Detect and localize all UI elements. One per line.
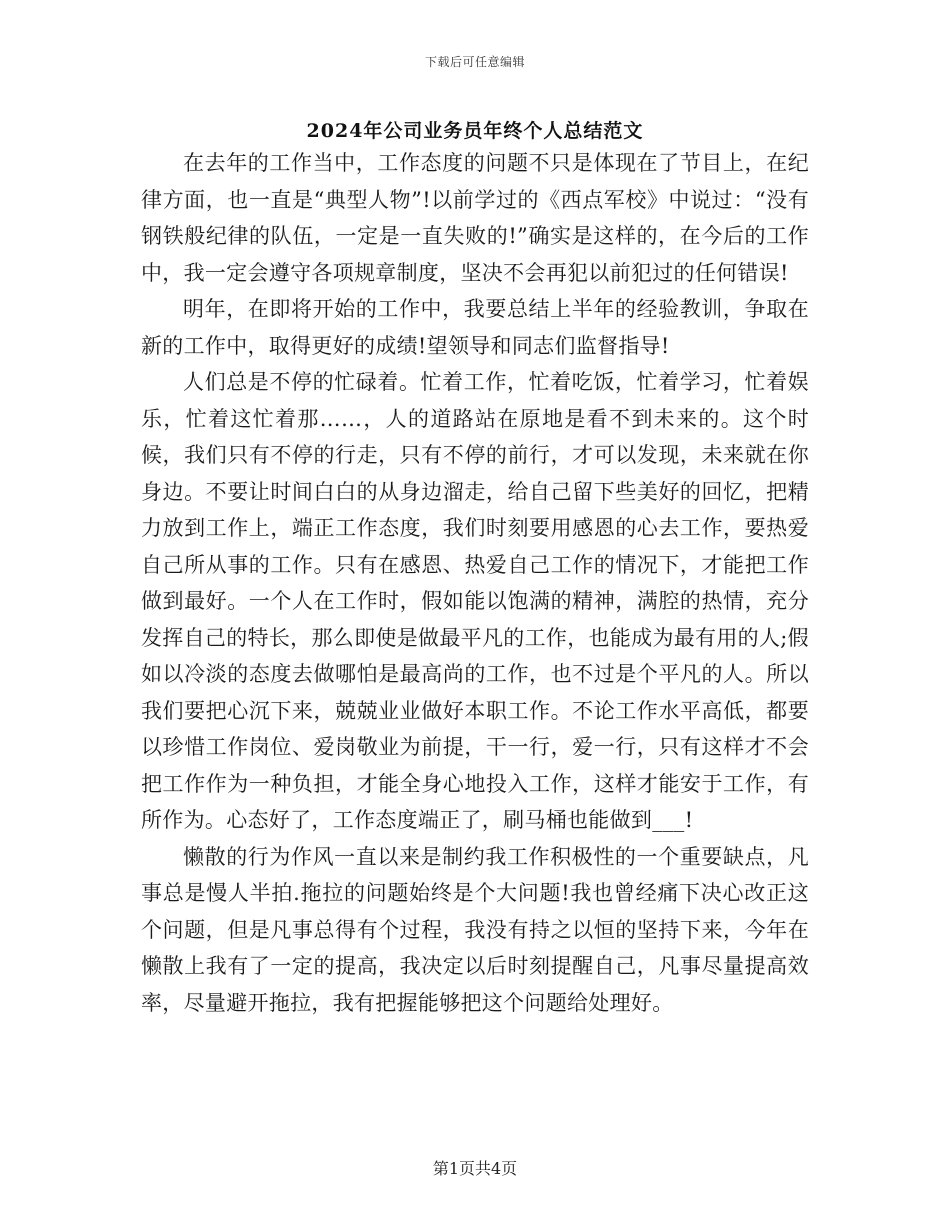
paragraph-3: 人们总是不停的忙碌着。忙着工作，忙着吃饭，忙着学习，忙着娱乐，忙着这忙着那……，人的道路站在原地是看不到未来的。这个时候，我们只有不停的行走，只有不停的前行，才可以发现，未来就在你身边。不要让时间白白的从身边溜走，给自己留下些美好的回忆，把精力放到工作上，端正工作态度，我们时刻要用感恩的心去工作，要热爱自己所从事的工作。只有在感恩、热爱自己工作的情况下，才能把工作做到最好。一个人在工作时，假如能以饱满的精神，满腔的热情，充分发挥自己的特长，那么即使是做最平凡的工作，也能成为最有用的人;假如以冷淡的态度去做哪怕是最高尚的工作，也不过是个平凡的人。所以我们要把心沉下来，兢兢业业做好本职工作。不论工作水平高低，都要以珍惜工作岗位、爱岗敬业为前提，干一行，爱一行，只有这样才不会把工作作为一种负担，才能全身心地投入工作，这样才能安于工作，有所作为。心态好了，工作态度端正了，刷马桶也能做到___! — [141, 370, 809, 832]
paragraph-2: 明年，在即将开始的工作中，我要总结上半年的经验教训，争取在新的工作中，取得更好的成绩!望领导和同志们监督指导! — [141, 297, 809, 358]
document-title: 2024年公司业务员年终个人总结范文 — [306, 120, 644, 142]
page-number: 第1页共4页 — [432, 1159, 518, 1178]
header-note: 下载后可任意编辑 — [424, 55, 525, 69]
document-body — [141, 145, 809, 1021]
paragraph-1: 在去年的工作当中，工作态度的问题不只是体现在了节目上，在纪律方面，也一直是“典型人物”!以前学过的《西点军校》中说过：“没有钢铁般纪律的队伍，一定是一直失败的!”确实是这样的，在今后的工作中，我一定会遵守各项规章制度，坚决不会再犯以前犯过的任何错误! — [141, 151, 809, 285]
paragraph-4: 懒散的行为作风一直以来是制约我工作积极性的一个重要缺点，凡事总是慢人半拍.拖拉的问题始终是个大问题!我也曾经痛下决心改正这个问题，但是凡事总得有个过程，我没有持之以恒的坚持下来，今年在懒散上我有了一定的提高，我决定以后时刻提醒自己，凡事尽量提高效率，尽量避开拖拉，我有把握能够把这个问题给处理好。 — [141, 844, 809, 1015]
